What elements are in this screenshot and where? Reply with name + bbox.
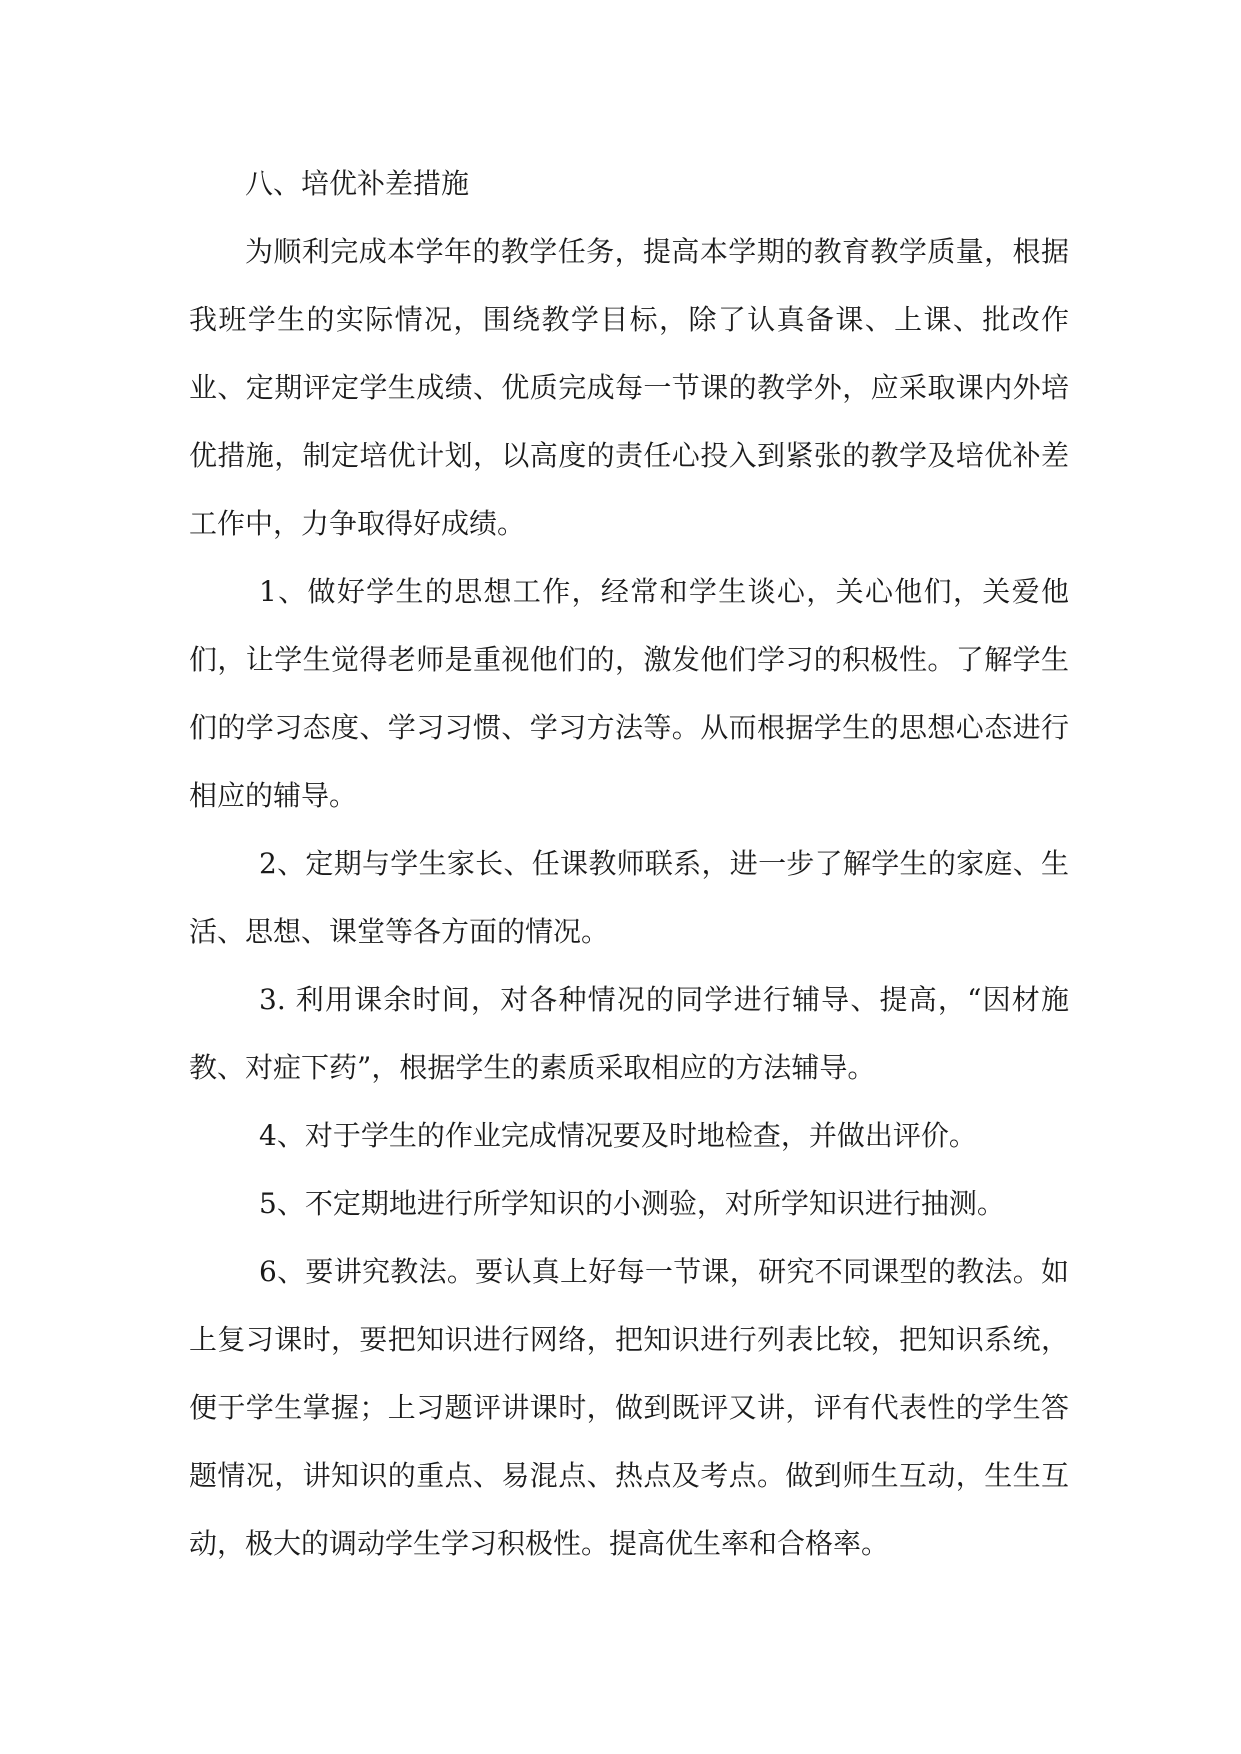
measure-item-3: 3. 利用课余时间，对各种情况的同学进行辅导、提高，“因材施教、对症下药”，根据学生的素质采取相应的方法辅导。 xyxy=(189,983,1069,1084)
intro-paragraph: 为顺利完成本学年的教学任务，提高本学期的教育教学质量，根据我班学生的实际情况，围绕教学目标，除了认真备课、上课、批改作业、定期评定学生成绩、优质完成每一节课的教学外，应采取课内外培优措施，制定培优计划，以高度的责任心投入到紧张的教学及培优补差工作中，力争取得好成绩。 xyxy=(189,235,1069,540)
measure-item-1: 1、做好学生的思想工作，经常和学生谈心，关心他们，关爱他们，让学生觉得老师是重视他们的，激发他们学习的积极性。了解学生们的学习态度、学习习惯、学习方法等。从而根据学生的思想心态进行相应的辅导。 xyxy=(189,575,1069,812)
measure-item-5: 5、不定期地进行所学知识的小测验，对所学知识进行抽测。 xyxy=(259,1187,1005,1220)
measure-item-2: 2、定期与学生家长、任课教师联系，进一步了解学生的家庭、生活、思想、课堂等各方面的情况。 xyxy=(189,847,1069,948)
measure-item-6: 6、要讲究教法。要认真上好每一节课，研究不同课型的教法。如上复习课时，要把知识进行网络，把知识进行列表比较，把知识系统，便于学生掌握；上习题评讲课时，做到既评又讲，评有代表性的学生答题情况，讲知识的重点、易混点、热点及考点。做到师生互动，生生互动，极大的调动学生学习积极性。提高优生率和合格率。 xyxy=(189,1255,1069,1560)
document-body xyxy=(189,154,1069,1578)
measure-item-4: 4、对于学生的作业完成情况要及时地检查，并做出评价。 xyxy=(259,1119,977,1152)
section-heading: 八、培优补差措施 xyxy=(245,167,470,200)
